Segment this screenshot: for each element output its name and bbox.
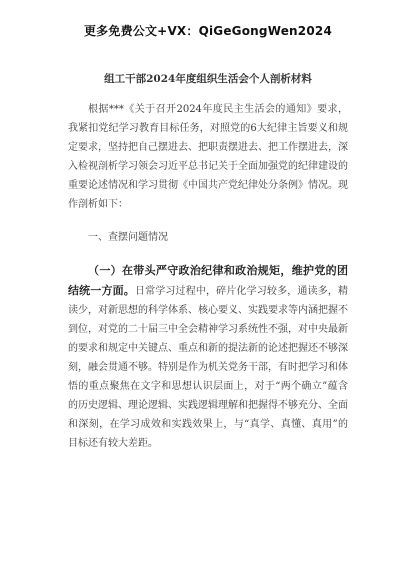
subsection-body: 日常学习过程中，碎片化学习较多，通读多，精读少，对新思想的科学体系、核心要义、实践要求等内涵把握不到位，对党的二十届三中全会精神学习系统性不强，对中央最新的要求和规定中关键点、重点和新的提法新的论述把握还不够深刻，融会贯通不够。特别是作为机关党务干部，有时把学习和体悟的重点聚焦在文字和思想认识层面上，对于“两个确立”蕴含的历史逻辑、理论逻辑、实践逻辑理解和把握得不够充分、全面和深刻，在学习成效和实践效果上，与“真学、真懂、真用”的目标还有较大差距。 xyxy=(68,285,349,450)
section-heading: 一、查摆问题情况 xyxy=(88,231,168,243)
document-title: 组工干部2024年度组织生活会个人剖析材料 xyxy=(104,73,312,85)
watermark-text: 更多免费公文+VX：QiGeGongWen2024 xyxy=(83,24,332,38)
subsection-lead: （一）在带头严守政治纪律和政治规矩，维护党的团结统一方面。 xyxy=(68,263,348,297)
subsection-paragraph xyxy=(68,261,348,454)
intro-paragraph: 根据***《关于召开2024年度民主生活会的通知》要求，我紧扣党纪学习教育目标任务，对照党的6大纪律主旨要义和规定要求，坚持把自己摆进去、把职责摆进去、把工作摆进去，深入检视剖析学习领会习近平总书记关于全面加强党的纪律建设的重要论述情况和学习贯彻《中国共产党纪律处分条例》情况。现作剖析如下： xyxy=(68,104,348,211)
